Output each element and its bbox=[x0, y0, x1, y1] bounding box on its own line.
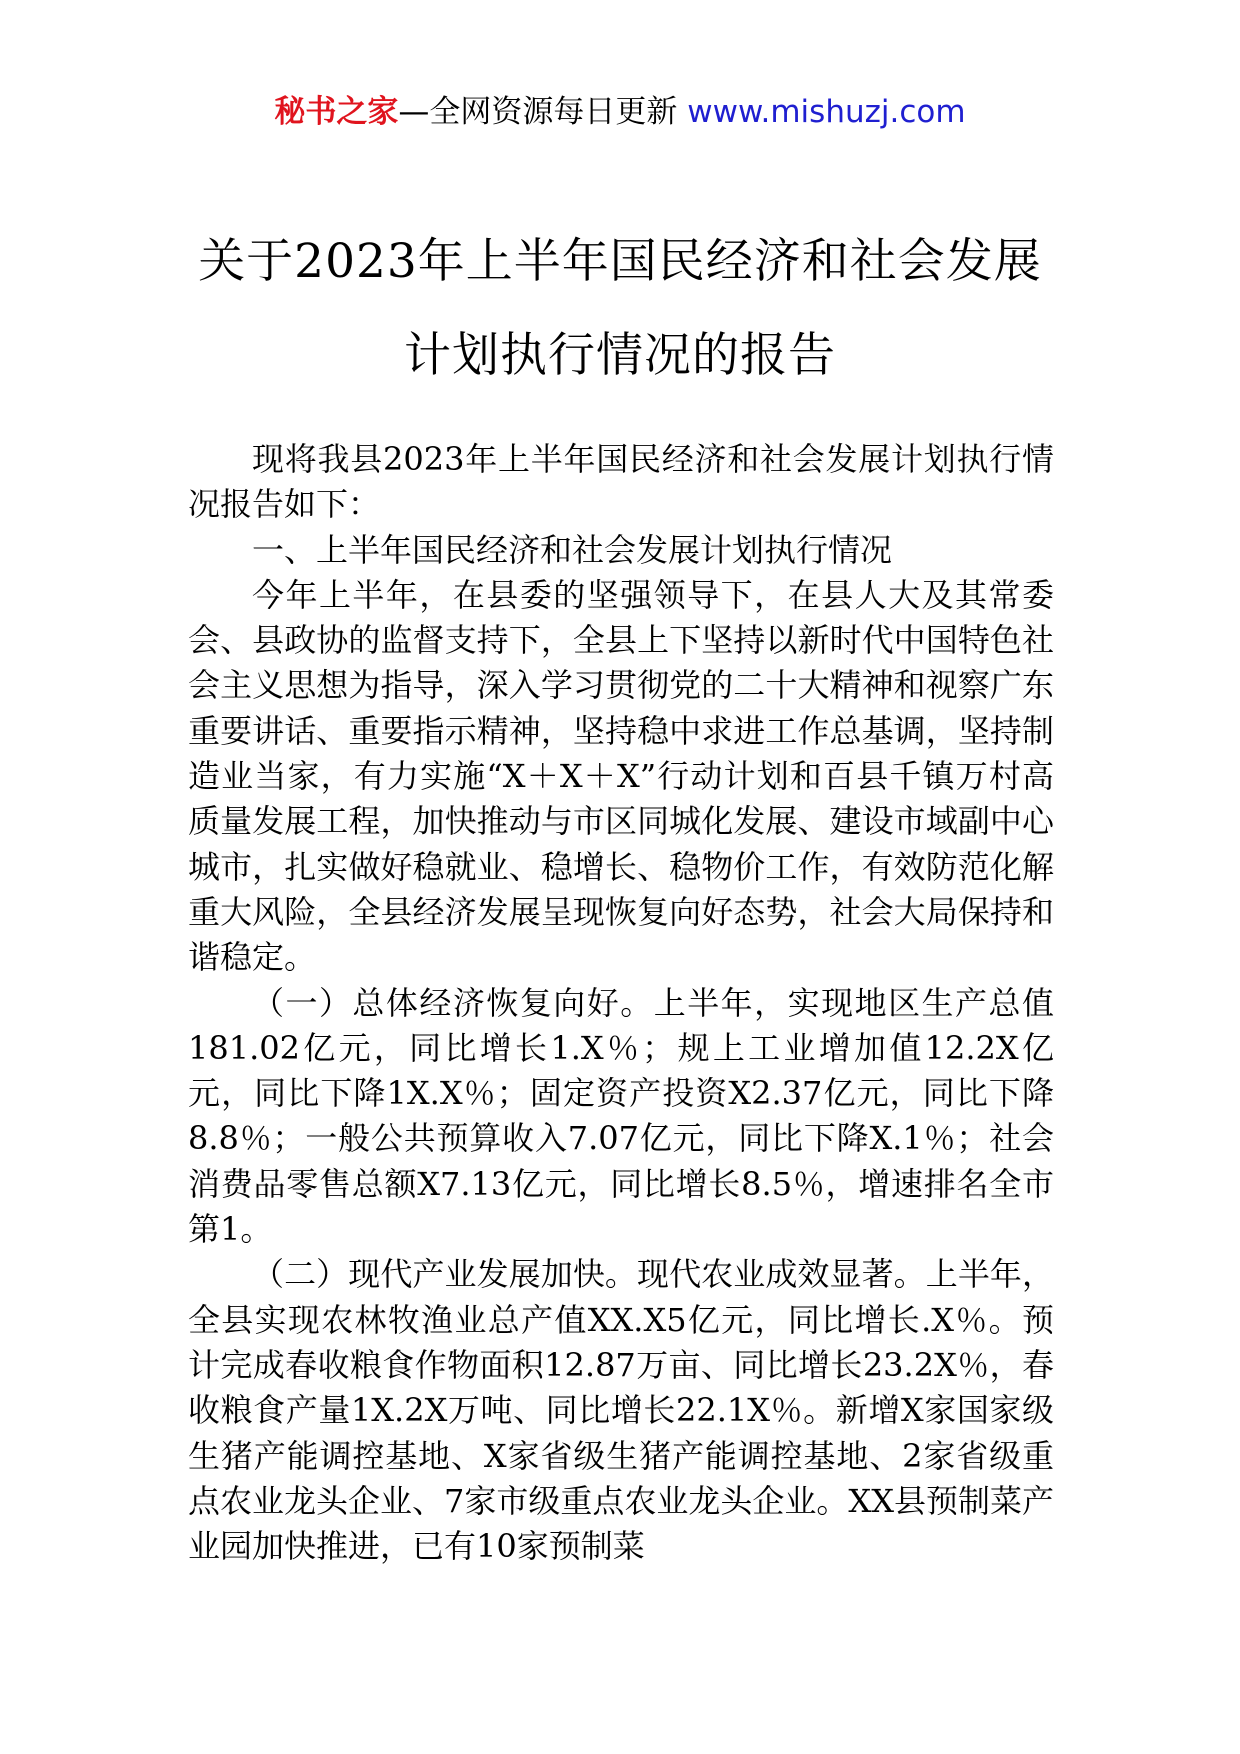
site-url-link[interactable]: www.mishuzj.com bbox=[687, 94, 966, 130]
document-body bbox=[188, 437, 1054, 1569]
site-brand: 秘书之家 bbox=[274, 94, 399, 130]
intro-paragraph: 现将我县2023年上半年国民经济和社会发展计划执行情况报告如下： bbox=[188, 440, 1054, 524]
body-paragraph: （一）总体经济恢复向好。上半年，实现地区生产总值181.02亿元，同比增长1.X％；规上工业增加值12.2X亿元，同比下降1X.X％；固定资产投资X2.37亿元，同比下降8.8％；一般公共预算收入7.07亿元，同比下降X.1％；社会消费品零售总额X7.13亿元，同比增长8.5％，增速排名全市第1。 bbox=[188, 983, 1054, 1249]
document-title-line-1: 关于2023年上半年国民经济和社会发展 bbox=[198, 234, 1042, 289]
document-title-line-2: 计划执行情况的报告 bbox=[404, 328, 836, 383]
site-header bbox=[0, 92, 1240, 132]
section-heading: 一、上半年国民经济和社会发展计划执行情况 bbox=[252, 530, 893, 569]
body-paragraph: 今年上半年，在县委的坚强领导下，在县人大及其常委会、县政协的监督支持下，全县上下坚持以新时代中国特色社会主义思想为指导，深入学习贯彻党的二十大精神和视察广东重要讲话、重要指示精神，坚持稳中求进工作总基调，坚持制造业当家，有力实施“X＋X＋X”行动计划和百县千镇万村高质量发展工程，加快推动与市区同城化发展、建设市域副中心城市，扎实做好稳就业、稳增长、稳物价工作，有效防范化解重大风险，全县经济发展呈现恢复向好态势，社会大局保持和谐稳定。 bbox=[188, 575, 1054, 977]
body-paragraph: （二）现代产业发展加快。现代农业成效显著。上半年，全县实现农林牧渔业总产值XX.X5亿元，同比增长.X％。预计完成春收粮食作物面积12.87万亩、同比增长23.2X％，春收粮食产量1X.2X万吨、同比增长22.1X％。新增X家国家级生猪产能调控基地、X家省级生猪产能调控基地、2家省级重点农业龙头企业、7家市级重点农业龙头企业。XX县预制菜产业园加快推进，已有10家预制菜 bbox=[188, 1255, 1054, 1566]
site-slogan: —全网资源每日更新 bbox=[398, 94, 688, 130]
